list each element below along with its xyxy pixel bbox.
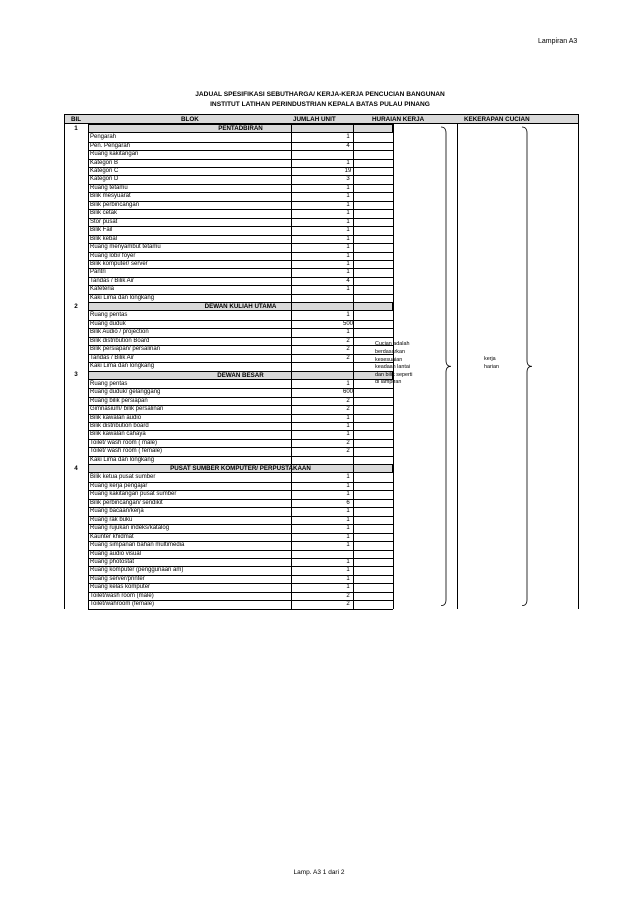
table-row	[88, 388, 393, 397]
blok-cell: Ruang tetamu	[90, 184, 128, 191]
kekerapan-note-line: kerja	[484, 356, 496, 363]
jumlah-unit-cell: 1	[346, 235, 350, 242]
huraian-note-line: keadaan lantai	[375, 364, 411, 371]
jumlah-unit-cell: 1	[346, 558, 350, 565]
jumlah-unit-cell: 1	[346, 542, 350, 549]
blok-cell: Kaki Lima dan longkang	[90, 456, 155, 463]
header-bil: BIL	[71, 116, 82, 123]
kekerapan-note-line: harian	[484, 363, 499, 370]
document-title	[150, 90, 490, 110]
jumlah-unit-cell: 2	[346, 397, 350, 404]
blok-cell: Bilik kebal	[90, 235, 118, 242]
table-row	[88, 218, 393, 227]
table-row	[88, 285, 393, 294]
table-row	[88, 362, 393, 371]
table-row	[88, 473, 393, 482]
table-row	[88, 201, 393, 210]
table-row	[88, 159, 393, 168]
blok-cell: Bilik mesyuarat	[90, 193, 131, 200]
table-row	[88, 600, 393, 609]
jumlah-unit-cell: 1	[346, 193, 350, 200]
jumlah-unit-cell: 2	[346, 406, 350, 413]
jumlah-unit-cell: 19	[344, 168, 352, 174]
table-row	[88, 516, 393, 525]
blok-cell: Ruang menyambut tetamu	[90, 244, 161, 251]
jumlah-unit-cell: 1	[346, 525, 350, 532]
blok-cell: Bilik perbincangan/ sendikit	[90, 499, 163, 506]
jumlah-unit-cell: 3	[346, 176, 350, 183]
table-row	[88, 277, 393, 286]
huraian-note-line: Cucian adalah	[375, 341, 410, 348]
blok-cell: Ruang kerja pengajar	[90, 482, 148, 489]
blok-cell: Ruang rak buku	[90, 516, 133, 523]
jumlah-unit-cell: 1	[346, 533, 350, 540]
blok-cell: Bilik komputer/ server	[90, 260, 148, 267]
section-number: 3	[74, 371, 78, 379]
blok-cell: Ruang kakitangan	[90, 151, 139, 158]
table-row	[88, 380, 393, 389]
table-row	[88, 430, 393, 439]
blok-cell: Ruang duduk	[90, 320, 126, 327]
table-row	[88, 268, 393, 277]
header-kekerapan-cucian: KEKERAPAN CUCIAN	[464, 116, 530, 123]
table-row	[88, 226, 393, 235]
kekerapan-brace	[521, 127, 533, 606]
blok-cell: Gimnasium/ bilik persalinan	[90, 406, 164, 413]
blok-cell: Bilik cetak	[90, 210, 118, 217]
jumlah-unit-cell: 600	[342, 389, 353, 396]
blok-cell: Ruang pentas	[90, 380, 128, 387]
table-row	[88, 422, 393, 431]
table-row	[88, 260, 393, 269]
jumlah-unit-cell: 1	[346, 474, 350, 481]
blok-cell: Ruang bilik persiapan	[90, 397, 148, 404]
jumlah-unit-cell: 1	[346, 201, 350, 208]
jumlah-unit-cell: 1	[346, 244, 350, 251]
table-row	[88, 397, 393, 406]
jumlah-unit-cell: 2	[346, 592, 350, 599]
jumlah-unit-cell: 1	[346, 423, 350, 429]
jumlah-unit-cell: 1	[346, 516, 350, 523]
table-row	[88, 541, 393, 550]
blok-cell: Bilik persiapan/ persalinan	[90, 346, 161, 353]
blok-cell: Ruang kakitangan pusat sumber	[90, 491, 177, 498]
jumlah-unit-cell: 4	[346, 277, 350, 284]
blok-cell: Ruang kelas komputer	[90, 584, 151, 591]
column-rule	[578, 124, 579, 609]
blok-cell: Bilik ketua pusat sumber	[90, 474, 156, 481]
blok-cell: Kaki Lima dan longkang	[90, 363, 155, 370]
column-rule	[64, 124, 65, 609]
blok-cell: Ruang lobi/ foyer	[90, 252, 136, 259]
jumlah-unit-cell: 1	[346, 286, 350, 293]
jumlah-unit-cell: 2	[346, 337, 350, 344]
huraian-note-line: di lampiran	[375, 379, 402, 386]
jumlah-unit-cell: 1	[346, 159, 350, 166]
table-row	[88, 558, 393, 567]
huraian-note-line: kesesuaian	[375, 356, 403, 363]
table-row	[88, 499, 393, 508]
title-line-1: JADUAL SPESIFIKASI SEBUTHARGA/ KERJA-KERJA PENCUCIAN BANGUNAN	[195, 91, 445, 98]
table-row	[88, 294, 393, 303]
title-line-2: INSTITUT LATIHAN PERINDUSTRIAN KEPALA BATAS PULAU PINANG	[210, 101, 430, 108]
blok-cell: Bilik Fail	[90, 227, 113, 234]
jumlah-unit-cell: 2	[346, 439, 350, 446]
column-rule	[353, 124, 354, 609]
table-row	[88, 133, 393, 142]
blok-cell: Ruang rujukan indeks/katalog	[90, 525, 170, 532]
blok-cell: Ruang server/printer	[90, 575, 145, 582]
blok-cell: Bilik Audio / projection	[90, 329, 149, 336]
table-row	[88, 311, 393, 320]
blok-cell: Pantri	[90, 269, 106, 276]
jumlah-unit-cell: 1	[346, 218, 350, 225]
table-row	[88, 150, 393, 159]
blok-cell: Pengarah	[90, 134, 117, 141]
blok-cell: Bilik distribution Board	[90, 337, 150, 344]
blok-cell: Kategori D	[90, 176, 119, 183]
page-footer: Lamp. A3 1 dari 2	[293, 869, 345, 876]
jumlah-unit-cell: 1	[346, 567, 350, 574]
table-row	[88, 252, 393, 261]
section-heading: PUSAT SUMBER KOMPUTER/ PERPUSTAKAAN	[88, 464, 393, 473]
table-row	[88, 414, 393, 423]
table-row	[88, 507, 393, 516]
table-row	[88, 243, 393, 252]
header-huraian-kerja: HURAIAN KERJA	[372, 116, 425, 123]
jumlah-unit-cell: 1	[346, 184, 350, 191]
blok-cell: Ruang pentas	[90, 312, 128, 319]
blok-cell: Toilet/ wash room ( female)	[90, 448, 163, 455]
jumlah-unit-cell: 1	[346, 575, 350, 582]
jumlah-unit-cell: 2	[346, 346, 350, 353]
table-row	[88, 490, 393, 499]
blok-cell: Kaki Lima dan longkang	[90, 294, 155, 301]
section-number: 1	[74, 124, 78, 132]
column-rule	[457, 124, 458, 609]
blok-cell: Stor pusat	[90, 218, 118, 225]
jumlah-unit-cell: 1	[346, 312, 350, 319]
table-row	[88, 482, 393, 491]
blok-cell: Bilik kawalan audio	[90, 414, 142, 421]
blok-cell: Ruang audio visual	[90, 550, 142, 557]
blok-cell: Toilet/ wash room ( male)	[90, 439, 158, 446]
specification-table	[64, 114, 579, 647]
attachment-label: Lampiran A3	[538, 38, 578, 45]
table-row	[88, 447, 393, 456]
table-row	[88, 235, 393, 244]
blok-cell: Tandas / Bilik Air	[90, 354, 135, 361]
table-row	[88, 439, 393, 448]
jumlah-unit-cell: 1	[346, 134, 350, 141]
header-jumlah-unit: JUMLAH UNIT	[293, 116, 336, 123]
jumlah-unit-cell: 1	[346, 431, 350, 438]
section-number: 2	[74, 302, 78, 310]
blok-cell: Pen. Pengarah	[90, 142, 131, 149]
blok-cell: Tandas / Bilik Air	[90, 277, 135, 284]
table-header	[64, 114, 579, 124]
table-row	[88, 583, 393, 592]
jumlah-unit-cell: 1	[346, 210, 350, 217]
table-row	[88, 575, 393, 584]
blok-cell: Kategori C	[90, 168, 119, 174]
table-row	[88, 345, 393, 354]
jumlah-unit-cell: 1	[346, 491, 350, 498]
blok-cell: Bilik perbincangan	[90, 201, 140, 208]
table-row	[88, 328, 393, 337]
row-rule	[88, 609, 393, 610]
huraian-brace	[440, 127, 452, 606]
column-rule	[88, 124, 89, 609]
huraian-note-line: berdasarkan	[375, 348, 405, 355]
blok-cell: Ruang bacaan/kerja	[90, 508, 144, 515]
column-rule	[291, 124, 292, 609]
blok-cell: Ruang photostat	[90, 558, 135, 565]
header-blok: BLOK	[181, 116, 199, 123]
blok-cell: Ruang duduk/ gelanggang	[90, 389, 161, 396]
blok-cell: Toilet/wahroom (female)	[90, 601, 155, 608]
jumlah-unit-cell: 1	[346, 269, 350, 276]
blok-cell: Kaunter khidmat	[90, 533, 134, 540]
jumlah-unit-cell: 2	[346, 448, 350, 455]
huraian-note-line: dan bilik seperti	[375, 371, 413, 378]
table-row	[88, 184, 393, 193]
table-row	[88, 192, 393, 201]
jumlah-unit-cell: 1	[346, 252, 350, 259]
jumlah-unit-cell: 1	[346, 508, 350, 515]
section-number: 4	[74, 464, 78, 472]
section-heading: DEWAN BESAR	[88, 371, 393, 380]
section-heading: PENTADBIRAN	[88, 124, 393, 133]
jumlah-unit-cell: 2	[346, 601, 350, 608]
table-row	[88, 550, 393, 559]
blok-cell: Kategori B	[90, 159, 119, 166]
table-row	[88, 142, 393, 151]
table-row	[88, 337, 393, 346]
jumlah-unit-cell: 1	[346, 260, 350, 267]
jumlah-unit-cell: 1	[346, 227, 350, 234]
jumlah-unit-cell: 1	[346, 380, 350, 387]
jumlah-unit-cell: 1	[346, 584, 350, 591]
jumlah-unit-cell: 4	[346, 142, 350, 149]
jumlah-unit-cell: 1	[346, 329, 350, 336]
huraian-kerja-note	[375, 341, 412, 387]
kekerapan-cucian-note	[484, 356, 499, 371]
table-row	[88, 405, 393, 414]
table-row	[88, 320, 393, 329]
blok-cell: Bilik kawalan cahaya	[90, 431, 146, 438]
table-row	[88, 592, 393, 601]
blok-cell: Ruang komputer (penggunaan am)	[90, 567, 184, 574]
table-row	[88, 566, 393, 575]
jumlah-unit-cell: 2	[346, 354, 350, 361]
jumlah-unit-cell: 1	[346, 414, 350, 421]
table-row	[88, 533, 393, 542]
jumlah-unit-cell: 1	[346, 482, 350, 489]
table-row	[88, 175, 393, 184]
blok-cell: Bilik distribution board	[90, 423, 149, 429]
table-row	[88, 456, 393, 465]
blok-cell: Kafeteria	[90, 286, 115, 293]
table-row	[88, 354, 393, 363]
blok-cell: Ruang simpanan bahan multimedia	[90, 542, 185, 549]
table-row	[88, 209, 393, 218]
jumlah-unit-cell: 6	[346, 499, 350, 506]
blok-cell: Toilet/wash room (male)	[90, 592, 154, 599]
table-row	[88, 524, 393, 533]
table-row	[88, 167, 393, 176]
jumlah-unit-cell: 500	[342, 320, 353, 327]
section-heading: DEWAN KULIAH UTAMA	[88, 302, 393, 311]
